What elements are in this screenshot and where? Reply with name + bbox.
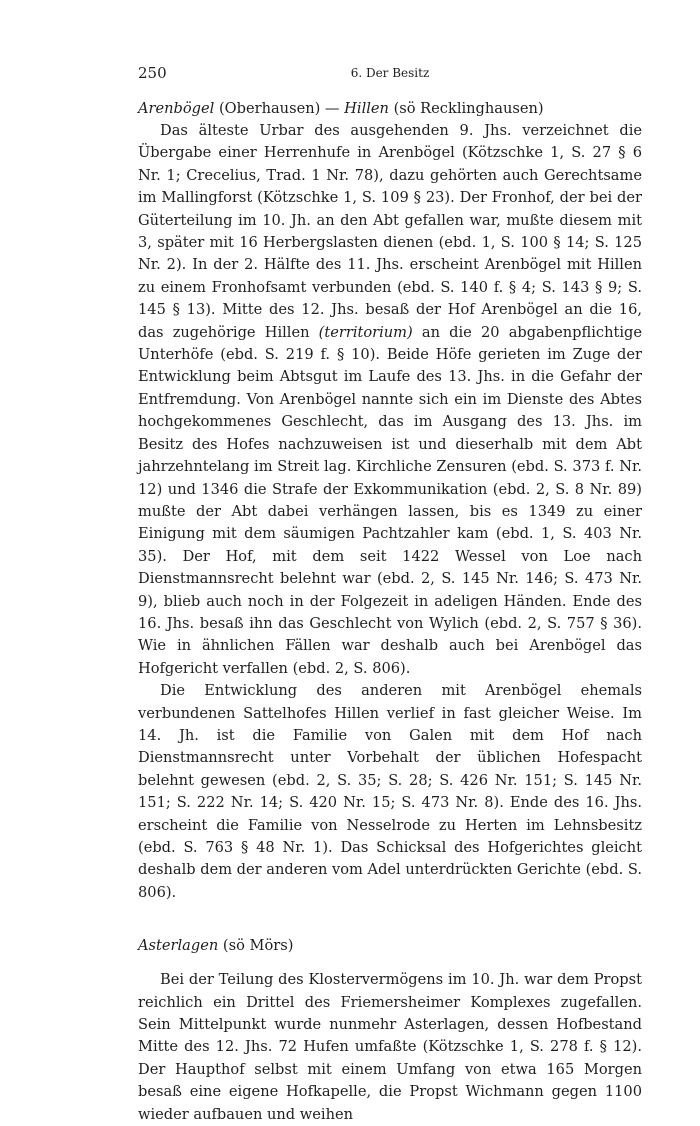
paragraph-text: Das älteste Urbar des ausgehenden 9. Jhs. verzeichnet die Übergabe einer Herrenhufe in Arenbögel (Kötzschke 1, S. 27 § 6 Nr. 1; Crecelius, Trad. 1 Nr. 78), dazu gehörten auch Gerechtsame im Mallingforst (Kötzschke 1, S. 109 § 23). Der Fronhof, der bei der Güterteilung im 10. Jh. an den Abt gefallen war, mußte diesem mit 3, später mit 16 Herbergslasten dienen (ebd. 1, S. 100 § 14; S. 125 Nr. 2). In der 2. Hälfte des 11. Jhs. erscheint Arenbögel mit Hillen zu einem Fronhofsamt verbunden (ebd. S. 140 f. § 4; S. 143 § 9; S. 145 § 13). Mitte des 12. Jhs. besaß der Hof Arenbögel an die 16, das zugehörige Hillen — [138, 122, 642, 341]
heading-note-oberhausen: (Oberhausen) — — [214, 100, 345, 117]
heading-note-recklinghausen: (sö Recklinghausen) — [388, 100, 544, 117]
page-number: 250 — [138, 64, 167, 82]
paragraph-arenboegel — [138, 120, 642, 680]
section-heading-arenboegel-hillen — [138, 98, 642, 120]
paragraph-hillen: Die Entwicklung des anderen mit Arenbögel ehemals verbundenen Sattelhofes Hillen verlief in fast gleicher Weise. Im 14. Jh. ist die Familie von Galen mit dem Hof nach Dienstmannsrecht unter Vorbehalt der üblichen Hofespacht belehnt gewesen (ebd. 2, S. 35; S. 28; S. 426 Nr. 151; S. 145 Nr. 151; S. 222 Nr. 14; S. 420 Nr. 15; S. 473 Nr. 8). Ende des 16. Jhs. erscheint die Familie von Nesselrode zu Herten im Lehnsbesitz (ebd. S. 763 § 48 Nr. 1). Das Schicksal des Hofgerichtes gleicht deshalb dem der anderen vom Adel unterdrückten Gerichte (ebd. S. 806). — [138, 682, 642, 901]
section-heading-asterlagen — [138, 935, 642, 957]
paragraph-asterlagen: Bei der Teilung des Klostervermögens im 10. Jh. war dem Propst reichlich ein Drittel des Friemersheimer Komplexes zugefallen. Sein Mittelpunkt wurde nunmehr Asterlagen, dessen Hofbestand Mitte des 12. Jhs. 72 Hufen umfaßte (Kötzschke 1, S. 278 f. § 12). Der Haupthof selbst mit einem Umfang von etwa 165 Morgen besaß eine eigene Hofkapelle, die Propst Wichmann gegen 1100 wieder aufbauen und weihen — [138, 971, 642, 1123]
paragraph-text: an die 20 abgabenpflichtige Unterhöfe (ebd. S. 219 f. § 10). Beide Höfe gerieten im Zuge der Entwicklung beim Abtsgut im Laufe des 13. Jhs. in die Gefahr der Entfremdung. Von Arenbögel nannte sich ein im Dienste des Abtes hochgekommenes Geschlecht, das im Ausgang des 13. Jhs. im Besitz des Hofes nachzuweisen ist und dieserhalb mit dem Abt jahrzehntelang im Streit lag. Kirchliche Zensuren (ebd. S. 373 f. Nr. 12) und 1346 die Strafe der Exkommunikation (ebd. 2, S. 8 Nr. 89) mußte der Abt dabei verhängen lassen, bis es 1349 zu einer Einigung mit dem säumigen Pachtzahler kam (ebd. 1, S. 403 Nr. 35). Der Hof, mit dem seit 1422 Wessel von Loe nach Dienstmannsrecht belehnt war (ebd. 2, S. 145 Nr. 146; S. 473 Nr. 9), blieb auch noch in der Folgezeit in adeligen Händen. Ende des 16. Jhs. besaß ihn das Geschlecht von Wylich (ebd. 2, S. 757 § 36). Wie in ähnlichen Fällen war deshalb auch bei Arenbögel das Hofgericht verfallen (ebd. 2, S. 806). — [138, 323, 642, 677]
page-body — [138, 98, 642, 1126]
heading-place-arenboegel: Arenbögel — [138, 100, 215, 117]
heading-note-moers: (sö Mörs) — [218, 937, 294, 955]
running-head: 6. Der Besitz — [350, 66, 430, 80]
heading-place-asterlagen: Asterlagen — [138, 937, 219, 955]
heading-place-hillen: Hillen — [344, 100, 389, 117]
page-header — [138, 64, 642, 82]
paragraph-italic-territorium: (territorium) — [318, 323, 413, 341]
